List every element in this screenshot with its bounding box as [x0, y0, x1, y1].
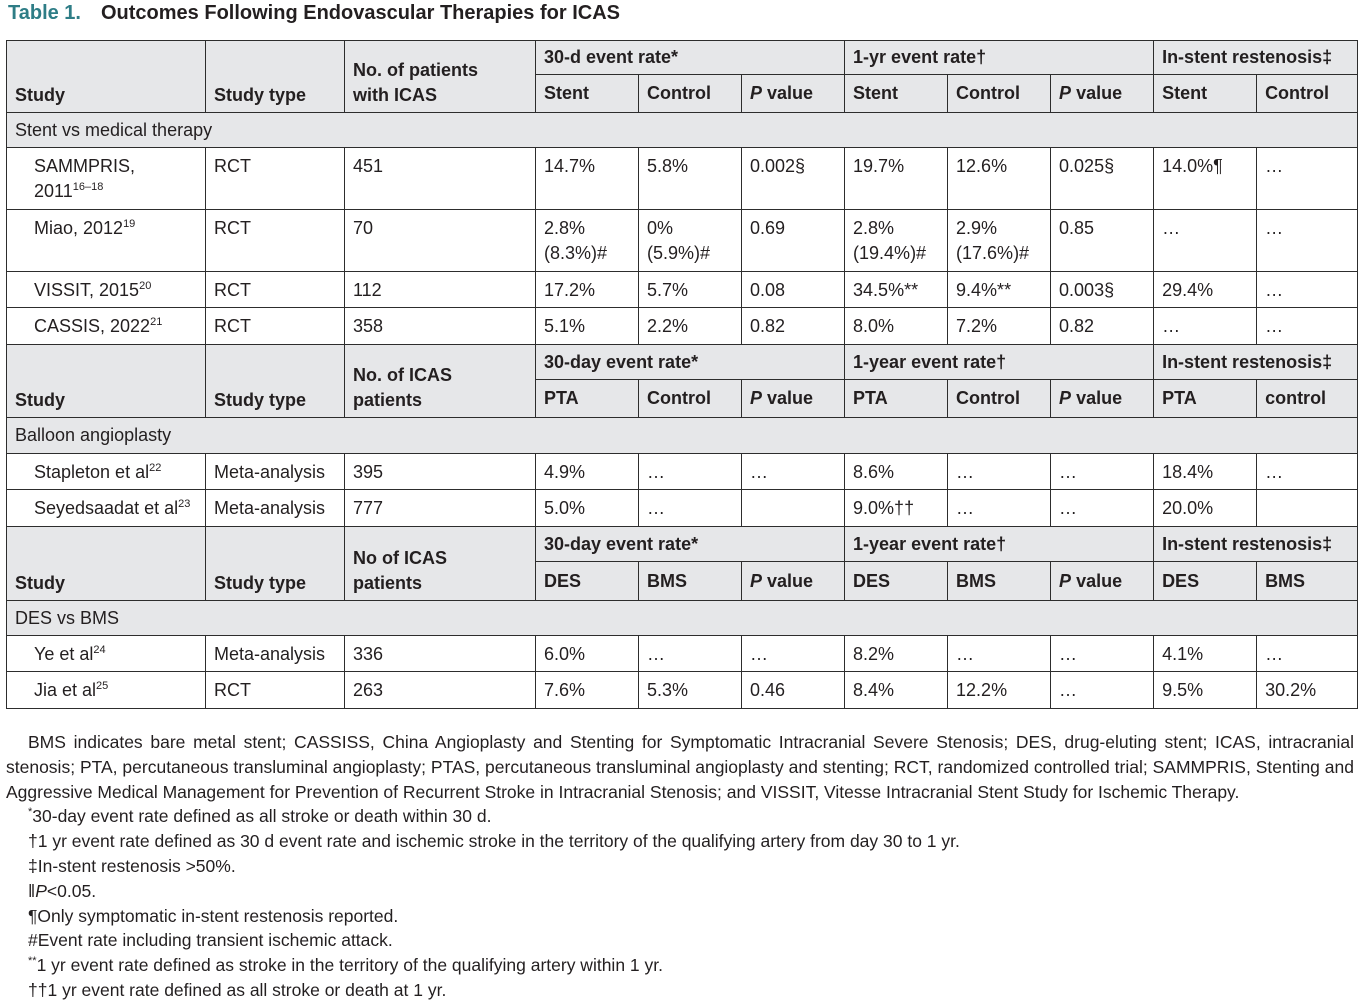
study-label: Stapleton et al	[34, 462, 150, 482]
event-rate-30d-a: 4.9%	[536, 454, 639, 490]
subheader-30d-a: PTA	[536, 380, 639, 418]
event-rate-1yr-b: …	[948, 454, 1051, 490]
subheader-1yr-b: BMS	[948, 562, 1051, 601]
subheader-30d-b: Control	[639, 75, 742, 113]
study-name	[7, 636, 206, 672]
header-row	[7, 345, 1358, 380]
subheader-30d-p	[742, 562, 845, 601]
p-value-30d: 0.002§	[742, 148, 845, 210]
col-header-patients-line2: patients	[353, 573, 423, 593]
event-rate-1yr-b: …	[948, 490, 1051, 527]
table-row	[7, 210, 1358, 272]
subheader-1yr-a: Stent	[845, 75, 948, 113]
subheader-1yr-p	[1051, 75, 1154, 113]
section-row	[7, 113, 1358, 148]
event-rate-1yr-a: 8.4%	[845, 672, 948, 709]
group-header-1yr: 1-year event rate†	[845, 527, 1154, 562]
event-rate-1yr-a: 2.8% (19.4%)#	[845, 210, 948, 272]
study-label: CASSIS, 2022	[34, 316, 151, 336]
p-value-label: value	[1076, 570, 1123, 591]
p-value-label: value	[767, 83, 814, 103]
study-name	[7, 454, 206, 490]
p-italic: P	[1059, 570, 1072, 591]
subheader-30d-b: BMS	[639, 562, 742, 601]
group-header-30d: 30-d event rate*	[536, 41, 845, 75]
p-value-30d: 0.46	[742, 672, 845, 709]
p-value-1yr: …	[1051, 636, 1154, 672]
event-rate-1yr-b: 2.9% (17.6%)#	[948, 210, 1051, 272]
subheader-isr-a: Stent	[1154, 75, 1257, 113]
restenosis-b: …	[1257, 272, 1358, 308]
event-rate-30d-b: 5.8%	[639, 148, 742, 210]
study-name	[7, 210, 206, 272]
col-header-patients	[345, 527, 536, 601]
p-value-label: value	[1076, 388, 1123, 408]
section-row	[7, 601, 1358, 636]
study-name	[7, 148, 206, 210]
group-header-restenosis: In-stent restenosis‡	[1154, 527, 1358, 562]
restenosis-b: 30.2%	[1257, 672, 1358, 709]
table-row	[7, 672, 1358, 709]
p-value-1yr: 0.85	[1051, 210, 1154, 272]
event-rate-1yr-b: …	[948, 636, 1051, 672]
event-rate-30d-b: …	[639, 636, 742, 672]
col-header-study: Study	[7, 41, 206, 113]
footnote-item: †1 yr event rate defined as 30 d event rate and ischemic stroke in the territory of the qualifying artery from day 30 to 1 yr.	[28, 831, 960, 852]
group-header-1yr: 1-yr event rate†	[845, 41, 1154, 75]
reference-superscript: 25	[96, 680, 109, 692]
p-value-1yr: …	[1051, 672, 1154, 709]
restenosis-a: 20.0%	[1154, 490, 1257, 527]
reference-superscript: 16–18	[72, 181, 104, 193]
patient-count: 336	[345, 636, 536, 672]
study-type: Meta-analysis	[206, 490, 345, 527]
study-type: RCT	[206, 210, 345, 272]
p-value-1yr: …	[1051, 454, 1154, 490]
restenosis-b	[1257, 490, 1358, 527]
event-rate-30d-a: 2.8% (8.3%)#	[536, 210, 639, 272]
study-name	[7, 308, 206, 345]
event-rate-30d-a: 5.1%	[536, 308, 639, 345]
footnote-item: **1 yr event rate defined as stroke in the territory of the qualifying artery within 1 yr.	[28, 955, 663, 976]
p-value-30d: 0.82	[742, 308, 845, 345]
patient-count: 358	[345, 308, 536, 345]
p-italic: P	[750, 83, 763, 103]
restenosis-b: …	[1257, 454, 1358, 490]
event-rate-1yr-a: 8.0%	[845, 308, 948, 345]
event-rate-1yr-a: 34.5%**	[845, 272, 948, 308]
p-value-1yr: 0.003§	[1051, 272, 1154, 308]
event-rate-30d-a: 7.6%	[536, 672, 639, 709]
study-type: Meta-analysis	[206, 636, 345, 672]
footnote-item: ††1 yr event rate defined as all stroke or death at 1 yr.	[28, 979, 447, 1000]
p-value-1yr: 0.025§	[1051, 148, 1154, 210]
p-value-30d: 0.08	[742, 272, 845, 308]
header-row	[7, 41, 1358, 75]
col-header-patients	[345, 345, 536, 418]
subheader-isr-b: control	[1257, 380, 1358, 418]
section-title: Stent vs medical therapy	[7, 113, 1358, 148]
section-title: DES vs BMS	[7, 601, 1358, 636]
study-name	[7, 272, 206, 308]
table-title-text: Outcomes Following Endovascular Therapies for ICAS	[101, 2, 620, 24]
p-italic: P	[1059, 388, 1072, 408]
study-type: RCT	[206, 672, 345, 709]
study-type: RCT	[206, 308, 345, 345]
subheader-isr-a: PTA	[1154, 380, 1257, 418]
study-name	[7, 672, 206, 709]
table-row	[7, 272, 1358, 308]
p-value-label: value	[767, 388, 814, 408]
section-row	[7, 418, 1358, 454]
col-header-study-type: Study type	[206, 41, 345, 113]
col-header-patients-line2: patients	[353, 390, 423, 410]
study-label: VISSIT, 2015	[34, 280, 140, 300]
reference-superscript: 20	[139, 280, 152, 292]
subheader-30d-a: Stent	[536, 75, 639, 113]
col-header-study-type: Study type	[206, 527, 345, 601]
subheader-30d-p	[742, 75, 845, 113]
patient-count: 70	[345, 210, 536, 272]
subheader-30d-a: DES	[536, 562, 639, 601]
event-rate-1yr-a: 9.0%††	[845, 490, 948, 527]
p-value-30d: …	[742, 636, 845, 672]
reference-superscript: 22	[149, 462, 162, 474]
event-rate-1yr-b: 7.2%	[948, 308, 1051, 345]
patient-count: 777	[345, 490, 536, 527]
event-rate-1yr-a: 8.6%	[845, 454, 948, 490]
table-row	[7, 454, 1358, 490]
patient-count: 451	[345, 148, 536, 210]
event-rate-1yr-b: 12.6%	[948, 148, 1051, 210]
event-rate-30d-b: 2.2%	[639, 308, 742, 345]
patient-count: 112	[345, 272, 536, 308]
p-value-30d: …	[742, 454, 845, 490]
patient-count: 395	[345, 454, 536, 490]
subheader-1yr-p	[1051, 380, 1154, 418]
group-header-restenosis: In-stent restenosis‡	[1154, 41, 1358, 75]
restenosis-b: …	[1257, 636, 1358, 672]
study-label: SAMMPRIS, 2011	[34, 156, 136, 201]
footnote-item: ‡In-stent restenosis >50%.	[28, 855, 236, 876]
table-title	[8, 2, 620, 25]
subheader-30d-p	[742, 380, 845, 418]
group-header-30d: 30-day event rate*	[536, 345, 845, 380]
study-label: Miao, 2012	[34, 218, 124, 238]
study-type: RCT	[206, 148, 345, 210]
table-footnotes	[6, 730, 1354, 1003]
restenosis-a: 18.4%	[1154, 454, 1257, 490]
subheader-isr-b: Control	[1257, 75, 1358, 113]
event-rate-30d-b: …	[639, 490, 742, 527]
restenosis-a: 29.4%	[1154, 272, 1257, 308]
header-row	[7, 527, 1358, 562]
col-header-patients-line1: No of ICAS	[353, 548, 447, 568]
event-rate-30d-a: 17.2%	[536, 272, 639, 308]
table-row	[7, 148, 1358, 210]
p-value-30d: 0.69	[742, 210, 845, 272]
footnote-item: ¶Only symptomatic in-stent restenosis reported.	[28, 905, 399, 926]
event-rate-1yr-a: 8.2%	[845, 636, 948, 672]
event-rate-30d-b: 0% (5.9%)#	[639, 210, 742, 272]
reference-superscript: 24	[93, 644, 106, 656]
restenosis-b: …	[1257, 210, 1358, 272]
group-header-1yr: 1-year event rate†	[845, 345, 1154, 380]
footnote-abbreviations: BMS indicates bare metal stent; CASSISS, China Angioplasty and Stenting for Symptomatic Intracranial Severe Stenosis; DES, drug-eluting stent; ICAS, intracranial stenosis; PTA, percutaneous transluminal angioplasty; PTAS, percutaneous transluminal angioplasty and stenting; RCT, randomized controlled trial; SAMMPRIS, Stenting and Aggressive Medical Management for Prevention of Recurrent Stroke in Intracranial Stenosis; and VISSIT, Vitesse Intracranial Stent Study for Ischemic Therapy.	[6, 732, 1354, 802]
event-rate-30d-a: 5.0%	[536, 490, 639, 527]
subheader-isr-a: DES	[1154, 562, 1257, 601]
section-title: Balloon angioplasty	[7, 418, 1358, 454]
col-header-patients-line1: No. of patients	[353, 60, 478, 80]
footnote-item: *30-day event rate defined as all stroke or death within 30 d.	[28, 806, 492, 827]
subheader-1yr-b: Control	[948, 75, 1051, 113]
study-label: Ye et al	[34, 644, 94, 664]
restenosis-a: 14.0%¶	[1154, 148, 1257, 210]
table-label: Table 1.	[8, 2, 81, 24]
col-header-study: Study	[7, 345, 206, 418]
restenosis-b: …	[1257, 308, 1358, 345]
study-type: RCT	[206, 272, 345, 308]
event-rate-30d-a: 6.0%	[536, 636, 639, 672]
event-rate-1yr-a: 19.7%	[845, 148, 948, 210]
study-label: Jia et al	[34, 680, 97, 700]
p-value-label: value	[767, 570, 814, 591]
event-rate-1yr-b: 9.4%**	[948, 272, 1051, 308]
footnote-item: #Event rate including transient ischemic attack.	[28, 930, 393, 951]
restenosis-a: 4.1%	[1154, 636, 1257, 672]
group-header-restenosis: In-stent restenosis‡	[1154, 345, 1358, 380]
study-type: Meta-analysis	[206, 454, 345, 490]
group-header-30d: 30-day event rate*	[536, 527, 845, 562]
study-label: Seyedsaadat et al	[34, 498, 179, 518]
table-row	[7, 308, 1358, 345]
event-rate-30d-a: 14.7%	[536, 148, 639, 210]
restenosis-a: …	[1154, 210, 1257, 272]
p-italic: P	[750, 388, 763, 408]
study-name	[7, 490, 206, 527]
event-rate-30d-b: 5.7%	[639, 272, 742, 308]
col-header-study: Study	[7, 527, 206, 601]
subheader-30d-b: Control	[639, 380, 742, 418]
col-header-patients	[345, 41, 536, 113]
patient-count: 263	[345, 672, 536, 709]
restenosis-a: 9.5%	[1154, 672, 1257, 709]
table-row	[7, 490, 1358, 527]
subheader-1yr-b: Control	[948, 380, 1051, 418]
p-italic: P	[1059, 83, 1072, 103]
reference-superscript: 19	[123, 218, 136, 230]
reference-superscript: 23	[178, 498, 191, 510]
outcomes-table	[6, 40, 1358, 709]
p-value-30d	[742, 490, 845, 527]
subheader-1yr-a: DES	[845, 562, 948, 601]
restenosis-a: …	[1154, 308, 1257, 345]
event-rate-1yr-b: 12.2%	[948, 672, 1051, 709]
col-header-study-type: Study type	[206, 345, 345, 418]
col-header-patients-line2: with ICAS	[353, 85, 437, 105]
p-value-1yr: …	[1051, 490, 1154, 527]
table-row	[7, 636, 1358, 672]
p-value-1yr: 0.82	[1051, 308, 1154, 345]
subheader-1yr-a: PTA	[845, 380, 948, 418]
event-rate-30d-b: …	[639, 454, 742, 490]
restenosis-b: …	[1257, 148, 1358, 210]
footnote-item: ‖P<0.05.	[28, 880, 97, 901]
subheader-isr-b: BMS	[1257, 562, 1358, 601]
event-rate-30d-b: 5.3%	[639, 672, 742, 709]
reference-superscript: 21	[150, 316, 163, 328]
p-italic: P	[750, 570, 763, 591]
col-header-patients-line1: No. of ICAS	[353, 365, 452, 385]
subheader-1yr-p	[1051, 562, 1154, 601]
p-value-label: value	[1076, 83, 1123, 103]
